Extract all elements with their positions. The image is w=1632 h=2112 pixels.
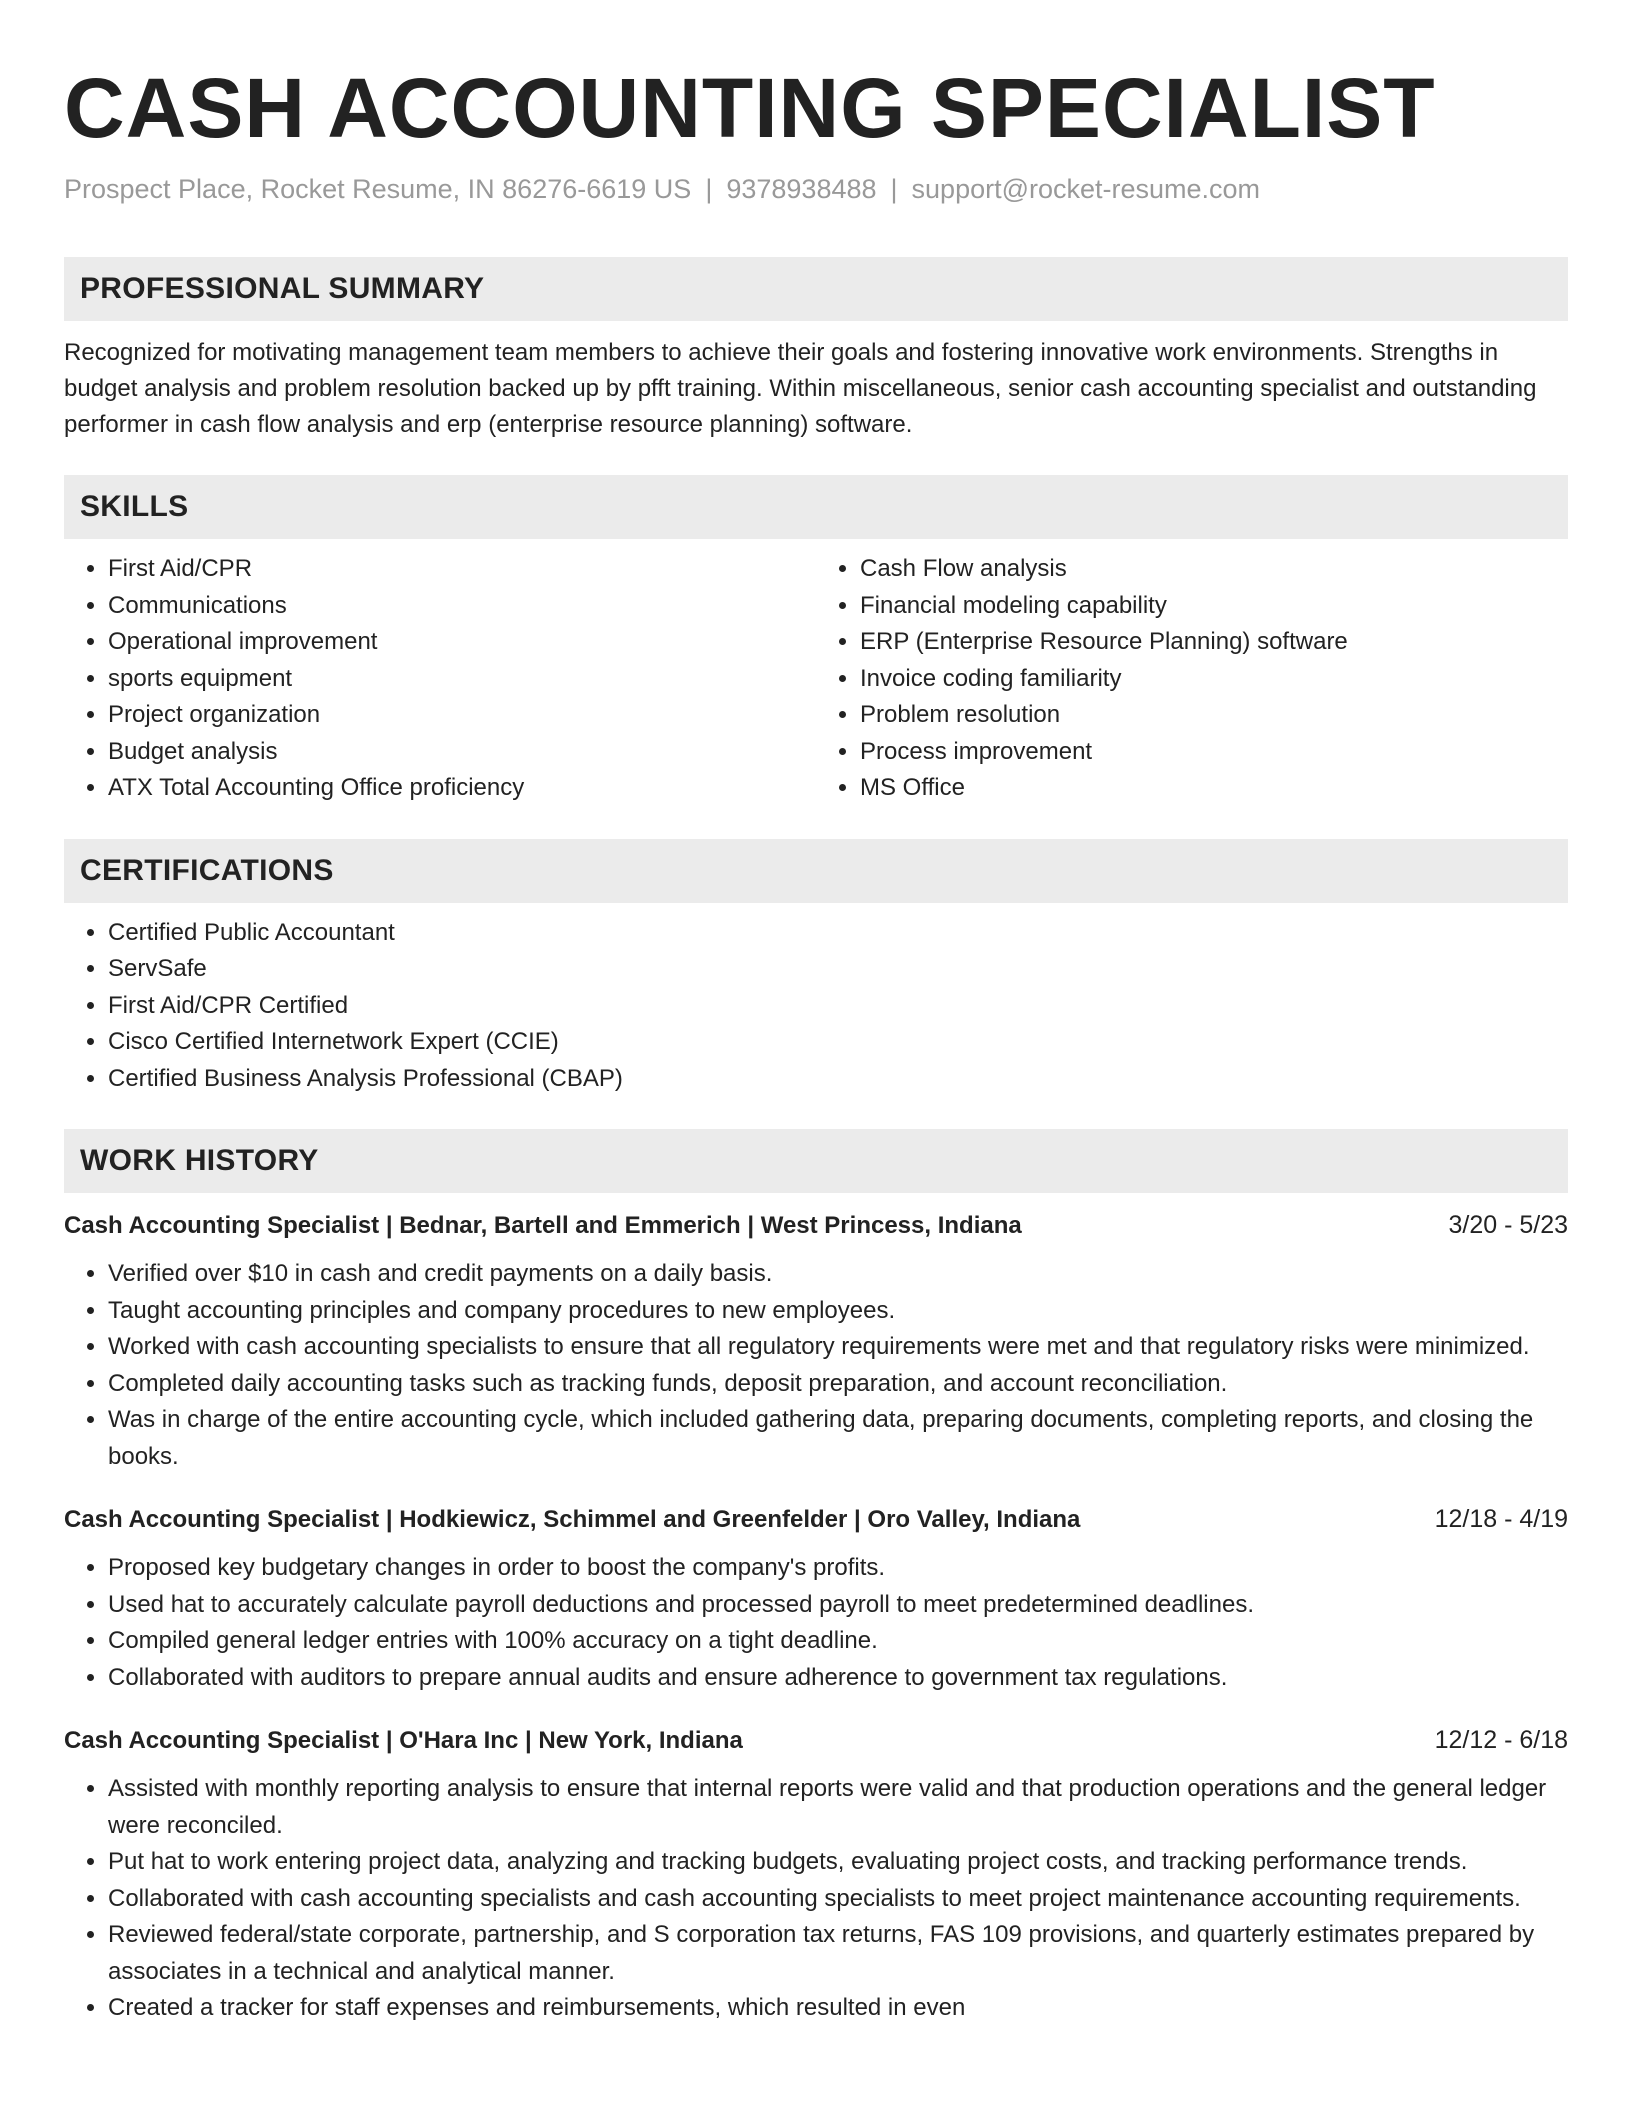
list-item: • Budget analysis: [108, 734, 816, 771]
candidate-name: CASH ACCOUNTING SPECIALIST: [64, 61, 1436, 155]
contact-phone: 9378938488: [726, 174, 877, 205]
contact-separator: |: [705, 174, 713, 205]
job-dates: 12/12 - 6/18: [1434, 1726, 1568, 1755]
list-item: • Certified Public Accountant: [108, 915, 1568, 952]
list-item: • First Aid/CPR: [108, 551, 816, 588]
list-item: • First Aid/CPR Certified: [108, 988, 1568, 1025]
skills-section-header: [64, 475, 1568, 539]
job-title: Cash Accounting Specialist | Hodkiewicz, Schimmel and Greenfelder | Oro Valley, Indiana: [64, 1506, 1081, 1534]
list-item: • sports equipment: [108, 661, 816, 698]
certifications-list: [64, 915, 1568, 1098]
list-item: • ERP (Enterprise Resource Planning) software: [860, 624, 1568, 661]
job-heading-row: [64, 1211, 1568, 1240]
job-heading-row: [64, 1726, 1568, 1755]
list-item: • MS Office: [860, 770, 1568, 807]
list-item: • Taught accounting principles and company procedures to new employees.: [108, 1293, 1568, 1330]
job-entry: [64, 1726, 1568, 2027]
list-item: • ServSafe: [108, 951, 1568, 988]
job-heading-row: [64, 1505, 1568, 1534]
job-bullets: [64, 1256, 1568, 1475]
job-dates: 3/20 - 5/23: [1448, 1211, 1568, 1240]
skills-list-right: [816, 551, 1568, 807]
job-title: Cash Accounting Specialist | O'Hara Inc | New York, Indiana: [64, 1727, 743, 1755]
list-item: • Problem resolution: [860, 697, 1568, 734]
summary-text: Recognized for motivating management team members to achieve their goals and fostering innovative work environments. Strengths in budget analysis and problem resolution backed up by pfft training. Within miscellaneous, senior cash accounting specialist and outstanding performer in cash flow analysis and erp (enterprise resource planning) software.: [64, 339, 1537, 439]
list-item: • Was in charge of the entire accounting cycle, which included gathering data, preparing documents, completing reports, and closing the books.: [108, 1402, 1568, 1475]
list-item: • ATX Total Accounting Office proficiency: [108, 770, 816, 807]
contact-address: Prospect Place, Rocket Resume, IN 86276-6619 US: [64, 174, 692, 205]
skills-columns: [64, 551, 1568, 807]
list-item: • Communications: [108, 588, 816, 625]
list-item: • Project organization: [108, 697, 816, 734]
job-bullets: [64, 1550, 1568, 1696]
skills-section-title: SKILLS: [80, 490, 189, 524]
skills-list-left: [64, 551, 816, 807]
contact-email: support@rocket-resume.com: [911, 174, 1261, 205]
list-item: • Created a tracker for staff expenses and reimbursements, which resulted in even: [108, 1990, 1568, 2027]
job-dates: 12/18 - 4/19: [1434, 1505, 1568, 1534]
job-bullets: [64, 1771, 1568, 2027]
work-section-title: WORK HISTORY: [80, 1144, 319, 1178]
work-history-list: [64, 1211, 1568, 2027]
list-item: • Reviewed federal/state corporate, partnership, and S corporation tax returns, FAS 109 provisions, and quarterly estimates prepared by associates in a technical and analytical manner.: [108, 1917, 1568, 1990]
certifications-section-title: CERTIFICATIONS: [80, 853, 334, 887]
list-item: • Assisted with monthly reporting analysis to ensure that internal reports were valid and that production operations and the general ledger were reconciled.: [108, 1771, 1568, 1844]
list-item: • Cash Flow analysis: [860, 551, 1568, 588]
list-item: • Process improvement: [860, 734, 1568, 771]
job-entry: [64, 1211, 1568, 1475]
list-item: • Proposed key budgetary changes in order to boost the company's profits.: [108, 1550, 1568, 1587]
list-item: • Put hat to work entering project data, analyzing and tracking budgets, evaluating project costs, and tracking performance trends.: [108, 1844, 1568, 1881]
certifications-section-header: [64, 839, 1568, 903]
list-item: • Used hat to accurately calculate payroll deductions and processed payroll to meet predetermined deadlines.: [108, 1587, 1568, 1624]
summary-section-title: PROFESSIONAL SUMMARY: [80, 272, 485, 306]
list-item: • Invoice coding familiarity: [860, 661, 1568, 698]
list-item: • Collaborated with cash accounting specialists and cash accounting specialists to meet project maintenance accounting requirements.: [108, 1881, 1568, 1918]
list-item: • Certified Business Analysis Professional (CBAP): [108, 1061, 1568, 1098]
summary-section-header: [64, 257, 1568, 321]
list-item: • Compiled general ledger entries with 100% accuracy on a tight deadline.: [108, 1623, 1568, 1660]
list-item: • Cisco Certified Internetwork Expert (CCIE): [108, 1024, 1568, 1061]
job-entry: [64, 1505, 1568, 1696]
work-section-header: [64, 1129, 1568, 1193]
contact-line: [64, 172, 1568, 207]
list-item: • Collaborated with auditors to prepare annual audits and ensure adherence to government tax regulations.: [108, 1660, 1568, 1697]
list-item: • Worked with cash accounting specialists to ensure that all regulatory requirements were met and that regulatory risks were minimized.: [108, 1329, 1568, 1366]
job-title: Cash Accounting Specialist | Bednar, Bartell and Emmerich | West Princess, Indiana: [64, 1212, 1022, 1240]
list-item: • Operational improvement: [108, 624, 816, 661]
contact-separator: |: [890, 174, 898, 205]
list-item: • Verified over $10 in cash and credit payments on a daily basis.: [108, 1256, 1568, 1293]
list-item: • Completed daily accounting tasks such as tracking funds, deposit preparation, and account reconciliation.: [108, 1366, 1568, 1403]
list-item: • Financial modeling capability: [860, 588, 1568, 625]
